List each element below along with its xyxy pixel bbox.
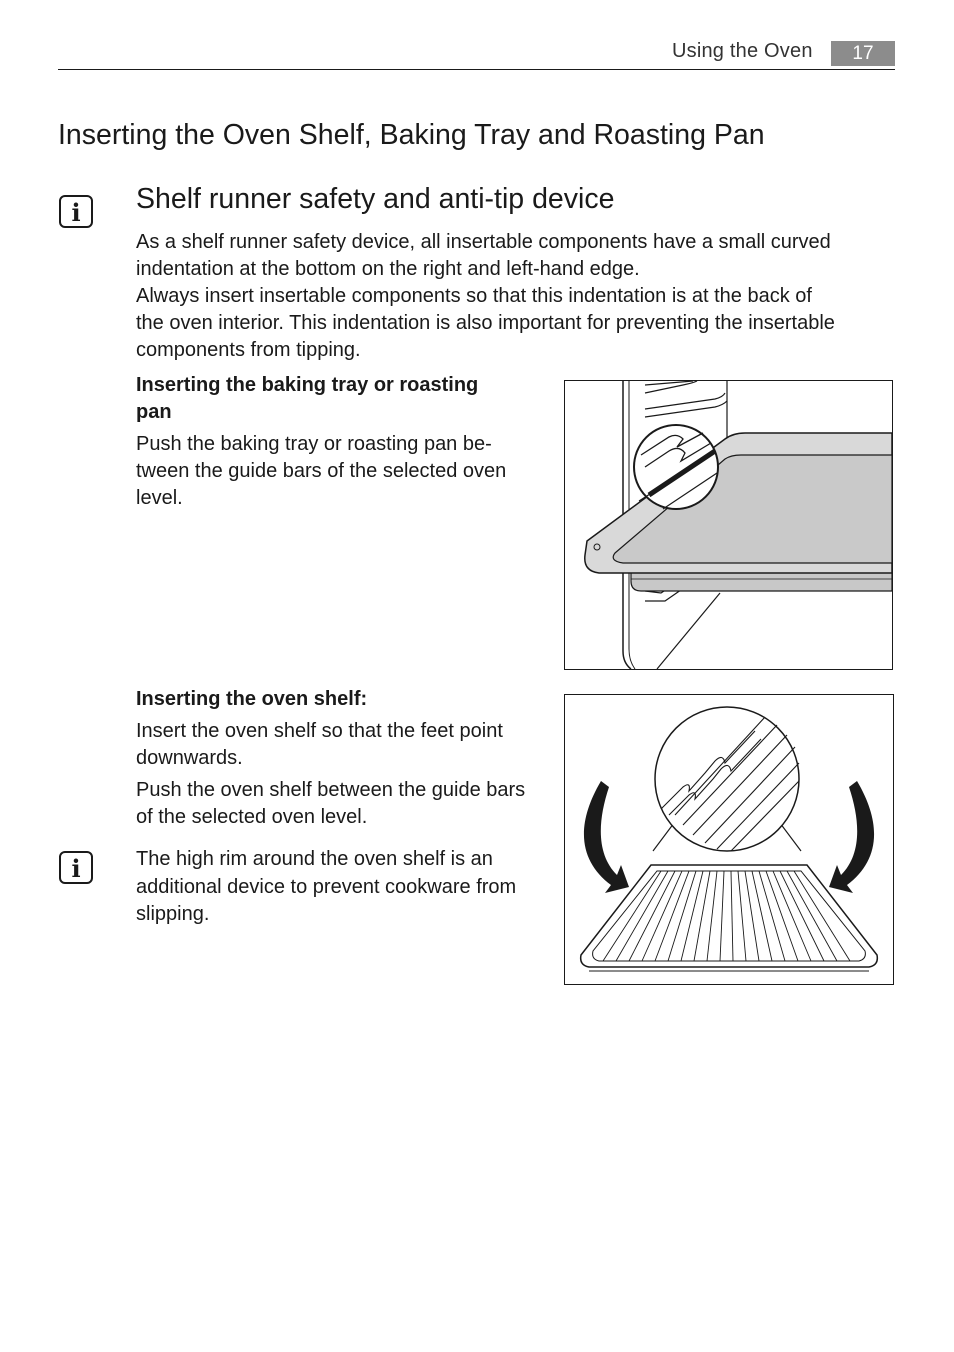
shelf-text-line: of the selected oven level. [136,806,368,828]
svg-text:i: i [71,854,81,883]
info-icon [59,851,93,884]
note-text-line: The high rim around the oven shelf is an [136,848,493,870]
info-icon [59,195,93,228]
header-rule [58,69,895,70]
tray-text-line: tween the guide bars of the selected oven [136,460,507,482]
note-text-line: additional device to prevent cookware from [136,876,517,898]
section-heading-safety: Shelf runner safety and anti-tip device [136,183,615,215]
baking-tray-drawing [565,381,892,669]
shelf-text-line: Push the oven shelf between the guide bars [136,779,526,801]
header-section-title: Using the Oven [672,40,813,62]
shelf-text-line: downwards. [136,747,243,769]
tray-heading-line: pan [136,401,172,423]
shelf-text-line: Insert the oven shelf so that the feet point [136,720,503,742]
baking-tray-illustration [564,380,893,670]
tray-text-line: Push the baking tray or roasting pan be- [136,433,492,455]
oven-shelf-drawing [565,695,893,984]
safety-text-line: As a shelf runner safety device, all insertable components have a small curved [136,231,831,253]
tray-text-line: level. [136,487,183,509]
tray-heading-line: Inserting the baking tray or roasting [136,374,479,396]
page-title: Inserting the Oven Shelf, Baking Tray and Roasting Pan [58,119,765,151]
page-number: 17 [831,41,895,66]
note-text-line: slipping. [136,903,210,925]
safety-text-line: components from tipping. [136,339,361,361]
safety-text-line: indentation at the bottom on the right and left-hand edge. [136,258,640,280]
oven-shelf-illustration [564,694,894,985]
safety-text-line: Always insert insertable components so that this indentation is at the back of [136,285,812,307]
svg-text:i: i [71,198,81,227]
shelf-heading: Inserting the oven shelf: [136,688,368,710]
safety-text-line: the oven interior. This indentation is also important for preventing the insertable [136,312,835,334]
